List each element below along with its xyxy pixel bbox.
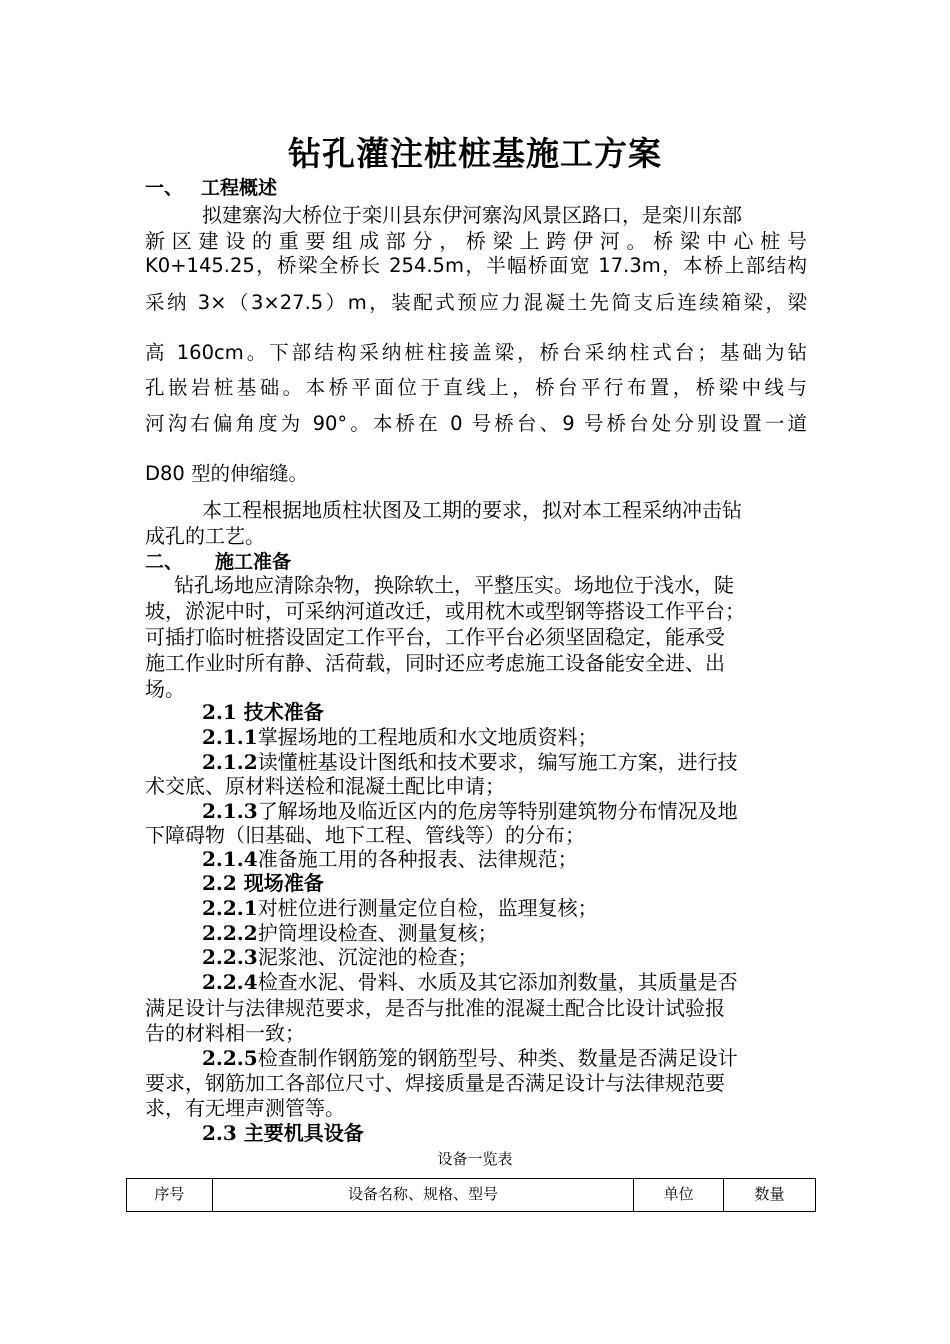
paragraph-line: D80 型的伸缩缝。: [145, 462, 309, 485]
subsection-2-1-heading: 2.1 技术准备: [202, 700, 324, 724]
item-text: 护筒埋设检查、测量复核；: [257, 921, 498, 945]
section-1-heading: [145, 175, 807, 201]
section-2-number: 二、: [145, 551, 184, 573]
item-number: 2.2.5: [202, 1046, 258, 1070]
list-item: [145, 1045, 807, 1071]
table-header-cell: 单位: [634, 1179, 724, 1212]
item-number: 2.2.3: [202, 945, 258, 969]
item-text: 了解场地及临近区内的危房等特别建筑物分布情况及地: [257, 799, 738, 823]
section-1-title: 工程概述: [201, 177, 278, 199]
paragraph-line: 采纳 3×（3×27.5）m，装配式预应力混凝土先简支后连续箱梁，梁: [145, 291, 807, 314]
paragraph-line: 场。: [145, 677, 185, 701]
item-text: 读懂桩基设计图纸和技术要求，编写施工方案，进行技: [257, 750, 738, 774]
paragraph-line: 河沟右偏角度为 90°。本桥在 0 号桥台、9 号桥台处分别设置一道: [145, 412, 807, 435]
list-item: [145, 798, 807, 824]
paragraph-line: 钻孔场地应清除杂物，换除软土，平整压实。场地位于浅水，陡: [174, 573, 734, 597]
list-item: [145, 944, 807, 970]
paragraph-line: K0+145.25，桥梁全桥长 254.5m，半幅桥面宽 17.3m，本桥上部结构: [145, 254, 807, 277]
document-title: 钻孔灌注桩桩基施工方案: [288, 134, 662, 173]
section-2-title: 施工准备: [215, 551, 292, 573]
item-number: 2.2.4: [202, 970, 258, 994]
item-number: 2.1.1: [202, 725, 258, 749]
subsection-2-2-heading: 2.2 现场准备: [202, 871, 324, 895]
list-item: [145, 846, 807, 872]
item-text: 准备施工用的各种报表、法律规范；: [257, 847, 578, 871]
paragraph-line: 新区建设的重要组成部分，桥梁上跨伊河。桥梁中心桩号: [145, 229, 807, 253]
paragraph-line: 要求，钢筋加工各部位尺寸、焊接质量是否满足设计与法律规范要: [145, 1071, 725, 1095]
equipment-table: [126, 1178, 816, 1212]
item-text: 泥浆池、沉淀池的检查；: [257, 945, 478, 969]
paragraph-line: 坡，淤泥中时，可采纳河道改迁，或用枕木或型钢等搭设工作平台；: [145, 599, 745, 623]
list-item: [145, 920, 807, 946]
table-header-row: [127, 1179, 816, 1212]
item-text: 检查水泥、骨料、水质及其它添加剂数量，其质量是否: [257, 970, 738, 994]
paragraph-line: 可插打临时桩搭设固定工作平台，工作平台必须坚固稳定，能承受: [145, 625, 725, 649]
paragraph-line: 术交底、原材料送检和混凝土配比申请；: [145, 774, 505, 798]
list-item: [145, 969, 807, 995]
paragraph-line: 求，有无埋声测管等。: [145, 1096, 345, 1120]
paragraph-line: 高 160cm。下部结构采纳桩柱接盖梁，桥台采纳柱式台；基础为钻: [145, 341, 807, 364]
item-text: 对桩位进行测量定位自检，监理复核；: [257, 896, 598, 920]
paragraph-line: 满足设计与法律规范要求，是否与批准的混凝土配合比设计试验报: [145, 996, 725, 1020]
item-number: 2.2.2: [202, 921, 258, 945]
paragraph-line: 下障碍物（旧基础、地下工程、管线等）的分布；: [145, 823, 585, 847]
item-number: 2.1.4: [202, 847, 258, 871]
table-header-cell: 数量: [724, 1179, 816, 1212]
item-number: 2.2.1: [202, 896, 258, 920]
item-text: 检查制作钢筋笼的钢筋型号、种类、数量是否满足设计: [257, 1046, 738, 1070]
table-caption: 设备一览表: [437, 1150, 513, 1168]
item-number: 2.1.3: [202, 799, 258, 823]
paragraph-line: 告的材料相一致；: [145, 1021, 305, 1045]
section-1-number: 一、: [145, 177, 184, 199]
item-text: 掌握场地的工程地质和水文地质资料；: [257, 725, 598, 749]
table-header-cell: 设备名称、规格、型号: [212, 1179, 633, 1212]
paragraph-line: 拟建寨沟大桥位于栾川县东伊河寨沟风景区路口，是栾川东部: [202, 203, 742, 227]
table-header-cell: 序号: [127, 1179, 213, 1212]
item-number: 2.1.2: [202, 750, 258, 774]
list-item: [145, 724, 807, 750]
paragraph-line: 孔嵌岩桩基础。本桥平面位于直线上，桥台平行布置，桥梁中线与: [145, 376, 807, 399]
list-item: [145, 749, 807, 775]
paragraph-line: 本工程根据地质柱状图及工期的要求，拟对本工程采纳冲击钻: [202, 498, 742, 522]
paragraph-line: 施工作业时所有静、活荷载，同时还应考虑施工设备能安全进、出: [145, 651, 725, 675]
list-item: [145, 895, 807, 921]
paragraph-line: 成孔的工艺。: [145, 524, 265, 548]
subsection-2-3-heading: 2.3 主要机具设备: [202, 1121, 364, 1145]
